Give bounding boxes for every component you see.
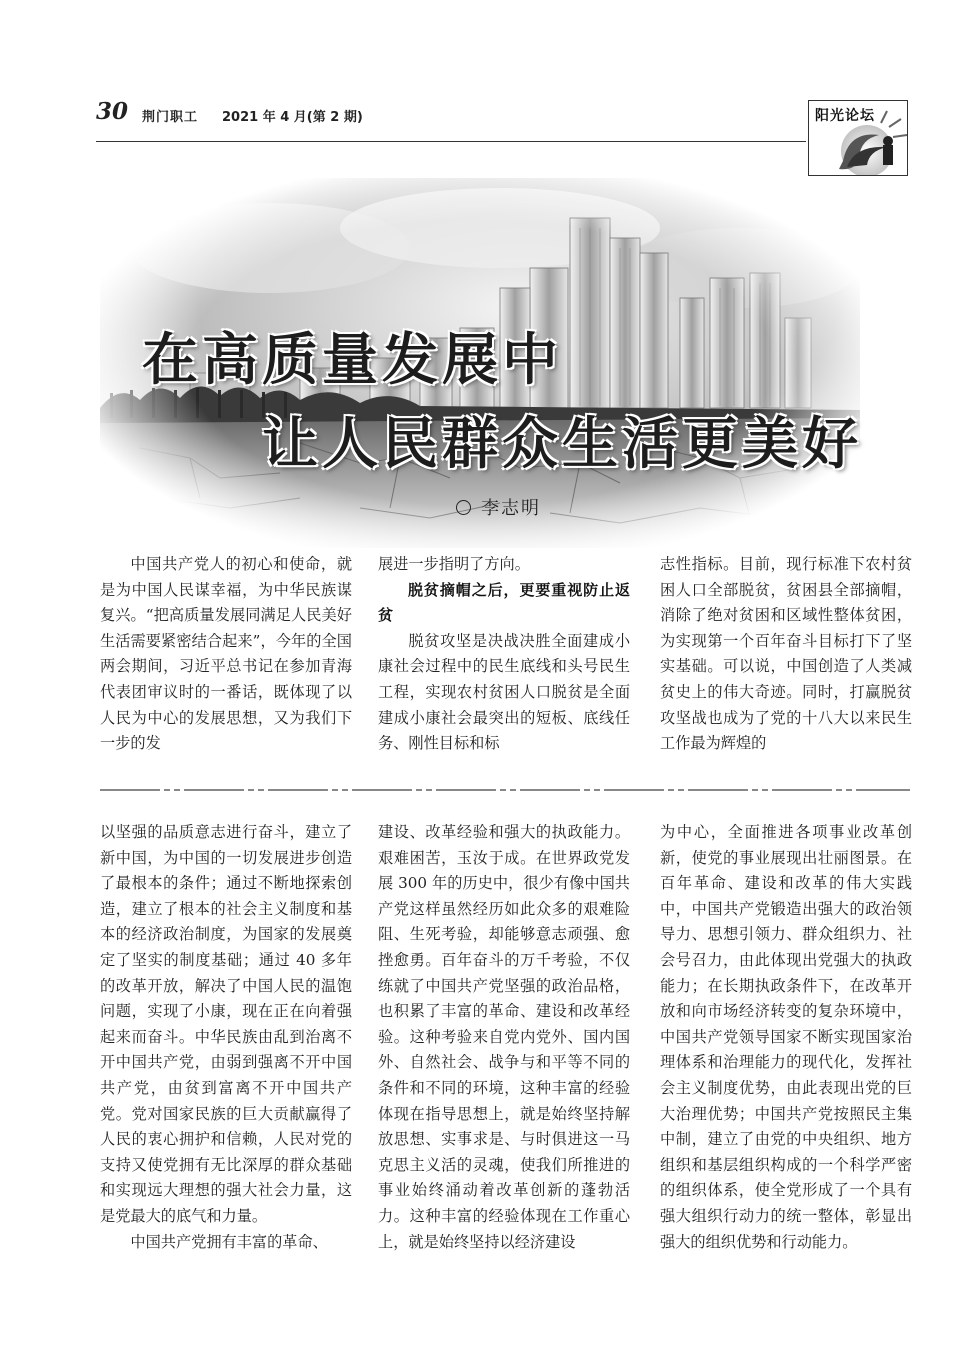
paragraph: 中国共产党拥有丰富的革命、 bbox=[130, 1232, 328, 1251]
column-3-bottom bbox=[660, 820, 912, 1255]
column-name: 阳光论坛 bbox=[815, 108, 875, 124]
paragraph: 志性指标。目前，现行标准下农村贫困人口全部脱贫，贫困县全部摘帽，消除了绝对贫困和区域性整体贫困，为实现第一个百年奋斗目标打下了坚实基础。可以说，中国创造了人类减贫史上的伟大奇迹。同时，打赢脱贫攻坚战也成为了党的十八大以来民生工作最为辉煌的 bbox=[660, 555, 912, 753]
section-divider bbox=[100, 786, 910, 794]
column-1-top bbox=[100, 552, 352, 757]
journal-name: 荆门职工 bbox=[142, 110, 199, 125]
circle-icon bbox=[456, 500, 471, 515]
page-header bbox=[96, 100, 816, 140]
title-banner bbox=[100, 178, 860, 548]
column-2-bottom bbox=[378, 820, 630, 1255]
header-rule bbox=[96, 141, 806, 142]
byline bbox=[456, 494, 541, 520]
paragraph: 为中心，全面推进各项事业改革创新，使党的事业展现出壮丽图景。在百年革命、建设和改革的伟大实践中，中国共产党锻造出强大的政治领导力、思想引领力、群众组织力、社会号召力，由此体现出党强大的执政能力；在长期执政条件下，在改革开放和向市场经济转变的复杂环境中，中国共产党领导国家不断实现国家治理体系和治理能力的现代化，发挥社会主义制度优势，由此表现出党的巨大治理优势；中国共产党按照民主集中制，建立了由党的中央组织、地方组织和基层组织构成的一个科学严密的组织体系，使全党形成了一个具有强大组织行动力的统一整体，彰显出强大的组织优势和行动能力。 bbox=[660, 823, 912, 1251]
paragraph: 以坚强的品质意志进行奋斗，建立了新中国，为中国的一切发展进步创造了最根本的条件；通过不断地探索创造，建立了根本的社会主义制度和基本的经济政治制度，为国家的发展奠定了坚实的制度基础；通过 40 多年的改革开放，解决了中国人民的温饱问题，实现了小康，现在正在向着强起来而奋斗。中华民族由乱到治离不开中国共产党，由弱到强离不开中国共产党，由贫到富离不开中国共产党。党对国家民族的巨大贡献赢得了人民的衷心拥护和信赖，人民对党的支持又使党拥有无比深厚的群众基础和实现远大理想的强大社会力量，这是党最大的底气和力量。 bbox=[100, 823, 352, 1225]
column-logo bbox=[808, 100, 908, 176]
author-name: 李志明 bbox=[481, 498, 541, 519]
article-title-line2: 让人民群众生活更美好 bbox=[262, 412, 862, 477]
column-3-top bbox=[660, 552, 912, 757]
paragraph: 脱贫攻坚是决战决胜全面建成小康社会过程中的民生底线和头号民生工程，实现农村贫困人口脱贫是全面建成小康社会最突出的短板、底线任务、刚性目标和标 bbox=[378, 631, 630, 753]
paragraph: 建设、改革经验和强大的执政能力。艰难困苦，玉汝于成。在世界政党发展 300 年的历史中，很少有像中国共产党这样虽然经历如此众多的艰难险阻、生死考验，却能够意志顽强、愈挫愈勇。百年奋斗的万千考验，不仅练就了中国共产党坚强的政治品格，也积累了丰富的革命、建设和改革经验。这种考验来自党内党外、国内国外、自然社会、战争与和平等不同的条件和不同的环境，这种丰富的经验体现在指导思想上，就是始终坚持解放思想、实事求是、与时俱进这一马克思主义活的灵魂，使我们所推进的事业始终涌动着改革创新的蓬勃活力。这种丰富的经验体现在工作重心上，就是始终坚持以经济建设 bbox=[378, 823, 630, 1251]
column-1-bottom bbox=[100, 820, 352, 1255]
page-number: 30 bbox=[96, 98, 129, 125]
section-heading: 脱贫摘帽之后，更要重视防止返贫 bbox=[378, 580, 630, 625]
column-2-top bbox=[378, 552, 630, 757]
paragraph: 中国共产党人的初心和使命，就是为中国人民谋幸福，为中华民族谋复兴。“把高质量发展同满足人民美好生活需要紧密结合起来”，今年的全国两会期间，习近平总书记在参加青海代表团审议时的一番话，既体现了以人民为中心的发展思想，又为我们下一步的发 bbox=[100, 555, 352, 753]
article-title-line1: 在高质量发展中 bbox=[142, 328, 562, 393]
paragraph: 展进一步指明了方向。 bbox=[378, 555, 530, 573]
issue-label: 2021 年 4 月(第 2 期) bbox=[222, 110, 363, 125]
